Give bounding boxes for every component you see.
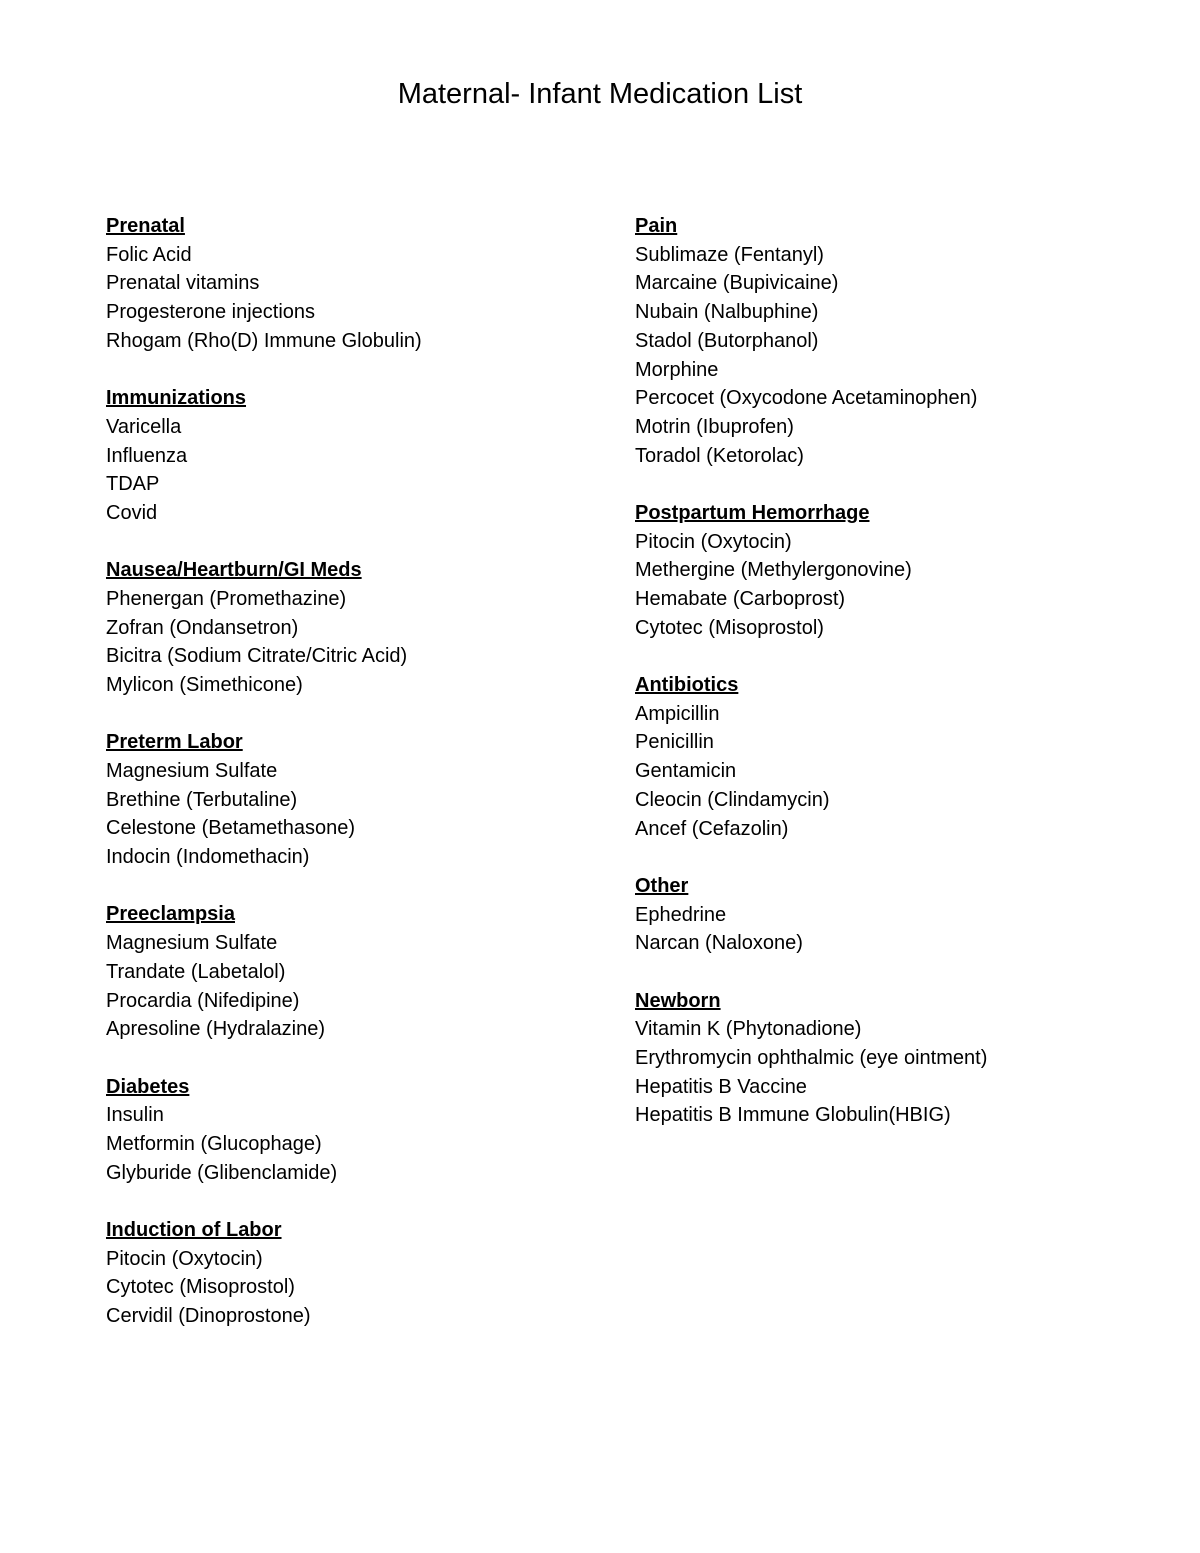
medication-section [106,556,626,700]
medication-item: Penicillin [635,731,714,754]
medication-item: Marcaine (Bupivicaine) [635,272,839,295]
right-column [635,212,1155,1159]
medication-list [106,585,626,700]
medication-section [635,987,1155,1131]
medication-item: Cytotec (Misoprostol) [635,616,824,639]
medication-list [106,241,626,356]
medication-item: Insulin [106,1104,164,1127]
section-heading: Preeclampsia [106,903,235,926]
medication-list [106,1101,626,1187]
medication-item: Progesterone injections [106,301,316,324]
medication-list [106,929,626,1044]
section-heading: Newborn [635,989,721,1012]
medication-section [635,872,1155,958]
section-heading: Preterm Labor [106,731,243,754]
medication-item: Metformin (Glucophage) [106,1132,322,1155]
medication-item: Magnesium Sulfate [106,932,278,955]
medication-item: Procardia (Nifedipine) [106,989,300,1012]
medication-section [635,499,1155,643]
page-title: Maternal- Infant Medication List [397,78,803,110]
medication-item: Morphine [635,358,719,381]
medication-item: Celestone (Betamethasone) [106,817,356,840]
medication-item: Phenergan (Promethazine) [106,587,347,610]
medication-list [635,700,1155,844]
medication-item: Percocet (Oxycodone Acetaminophen) [635,387,978,410]
medication-item: Glyburide (Glibenclamide) [106,1161,338,1184]
section-heading: Antibiotics [635,674,739,697]
medication-item: Magnesium Sulfate [106,760,278,783]
section-heading: Immunizations [106,387,247,410]
medication-list [635,1015,1155,1130]
medication-list [635,241,1155,471]
medication-item: Erythromycin ophthalmic (eye ointment) [635,1046,988,1069]
medication-item: Bicitra (Sodium Citrate/Citric Acid) [106,645,408,668]
section-heading: Induction of Labor [106,1218,282,1241]
medication-item: Indocin (Indomethacin) [106,846,310,869]
medication-item: Zofran (Ondansetron) [106,616,299,639]
medication-item: Mylicon (Simethicone) [106,674,303,697]
medication-item: Cleocin (Clindamycin) [635,788,830,811]
section-heading: Nausea/Heartburn/GI Meds [106,559,362,582]
section-heading: Other [635,874,689,897]
medication-section [635,212,1155,470]
medication-item: Pitocin (Oxytocin) [635,530,792,553]
medication-item: TDAP [106,473,160,496]
medication-item: Varicella [106,415,182,438]
medication-list [106,1245,626,1331]
medication-item: Influenza [106,444,188,467]
medication-section [106,1073,626,1188]
medication-item: Ephedrine [635,903,727,926]
section-heading: Prenatal [106,215,185,237]
medication-section [106,728,626,872]
medication-item: Trandate (Labetalol) [106,960,286,983]
medication-item: Rhogam (Rho(D) Immune Globulin) [106,329,422,352]
medication-item: Cervidil (Dinoprostone) [106,1305,311,1328]
medication-list [635,528,1155,643]
medication-section [106,384,626,528]
medication-item: Toradol (Ketorolac) [635,444,804,467]
medication-section [106,1216,626,1331]
medication-item: Stadol (Butorphanol) [635,329,819,352]
medication-item: Motrin (Ibuprofen) [635,415,794,438]
medication-section [106,212,626,356]
medication-item: Narcan (Naloxone) [635,932,803,955]
medication-section [106,900,626,1044]
medication-item: Apresoline (Hydralazine) [106,1018,325,1041]
medication-item: Ampicillin [635,702,720,725]
medication-item: Brethine (Terbutaline) [106,788,298,811]
section-heading: Postpartum Hemorrhage [635,501,870,524]
medication-item: Vitamin K (Phytonadione) [635,1018,862,1041]
medication-list [106,413,626,528]
section-heading: Pain [635,215,678,237]
left-column [106,212,626,1359]
medication-item: Hemabate (Carboprost) [635,588,846,611]
medication-section [635,671,1155,843]
medication-item: Prenatal vitamins [106,272,260,295]
medication-item: Gentamicin [635,760,737,783]
medication-item: Cytotec (Misoprostol) [106,1276,295,1299]
medication-item: Pitocin (Oxytocin) [106,1247,263,1270]
medication-item: Ancef (Cefazolin) [635,817,789,840]
medication-list [635,901,1155,958]
medication-item: Hepatitis B Vaccine [635,1075,807,1098]
medication-item: Nubain (Nalbuphine) [635,301,819,324]
medication-item: Covid [106,501,158,524]
section-heading: Diabetes [106,1075,190,1098]
medication-item: Methergine (Methylergonovine) [635,559,912,582]
medication-item: Hepatitis B Immune Globulin(HBIG) [635,1104,951,1127]
medication-item: Sublimaze (Fentanyl) [635,243,824,266]
medication-item: Folic Acid [106,243,192,266]
medication-list [106,757,626,872]
